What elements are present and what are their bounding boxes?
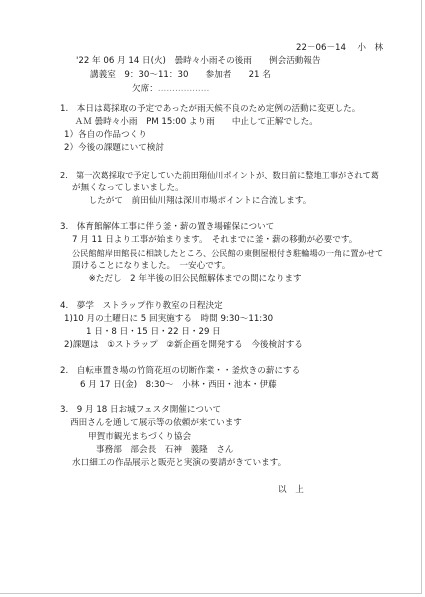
item-6-line-3: 甲賀市観光まちづくり協会 xyxy=(88,432,192,442)
absent-value: ……………… xyxy=(157,84,210,94)
item-3-line-3: 公民館館岸田館長に相談したところ、公民館の東側屋根付き駐輪場の一角に置かせて xyxy=(72,248,384,258)
item-4-line-4: 2)課題は ①ストラップ ②新企画を開発する 今後検討する xyxy=(64,340,303,350)
item-2-line-2: が無くなってしまいました。 xyxy=(72,183,184,193)
closing-text: 以 上 xyxy=(278,485,304,495)
item-6-line-4: 事務部 部会長 石神 義隆 さん xyxy=(96,445,234,455)
item-2-line-1: 2. 第一次葛採取で予定していた前田翔仙川ポイントが、数日前に整地工事がされて葛 xyxy=(60,170,379,180)
item-6-line-1: 3. 9 月 18 日お城フェスタ開催について xyxy=(60,405,222,415)
item-5-line-2: 6 月 17 日(金) 8:30～ 小林・西田・池本・伊藤 xyxy=(80,380,277,390)
item-6-line-2: 西田さんを通して展示等の依頼が来ています xyxy=(70,418,242,428)
item-4-line-2: 1)10 月の土曜日に 5 回実施する 時間 9:30～11:30 xyxy=(64,314,274,324)
item-5-line-1: 2. 自転車置き場の竹筒花垣の切断作業・・釜炊きの薪にする xyxy=(60,366,301,376)
meta-line-1: '22 年 06 月 14 日(火) 曇時々小雨その後雨 例会活動報告 xyxy=(76,56,321,66)
item-1-line-3: 1）各自の作品つくり xyxy=(64,130,147,140)
item-3-line-4: 頂けることになりました。 一安心です。 xyxy=(72,261,231,271)
item-1-line-1: 1. 本日は葛採取の予定であったが雨天候不良のため定例の活動に変更した。 xyxy=(60,104,361,114)
date-author: 22－06－14 小 林 xyxy=(296,43,384,53)
item-1-line-4: 2）今後の課題にいて検討 xyxy=(64,143,164,153)
item-4-line-3: 1 日・8 日・15 日・22 日・29 日 xyxy=(86,327,221,337)
item-6-line-5: 水口細工の作品展示と販売と実演の要請がきています。 xyxy=(72,458,287,468)
item-3-line-2: 7 月 11 日より工事が始まります。 それまでに釜・薪の移動が必要です。 xyxy=(72,235,358,245)
item-3-line-5: ※ただし 2 年半後の旧公民館解体までの間になります xyxy=(80,274,302,284)
meta-line-2: 講義室 9：30～11：30 参加者 21 名 xyxy=(90,70,271,80)
item-4-line-1: 4. 夢学 ストラップ作り教室の日程決定 xyxy=(60,301,223,311)
item-2-line-3: したがて 前田仙川翔は深川市場ポイントに合流します。 xyxy=(80,196,312,206)
item-1-line-2: ＡＭ 曇時々小雨 PM 15:00 より雨 中止して正解でした。 xyxy=(66,117,318,127)
absent-line xyxy=(90,84,209,95)
absent-label: 欠席： xyxy=(132,84,158,94)
item-3-line-1: 3. 体育館解体工事に伴う釜・薪の置き場確保について xyxy=(60,222,275,232)
